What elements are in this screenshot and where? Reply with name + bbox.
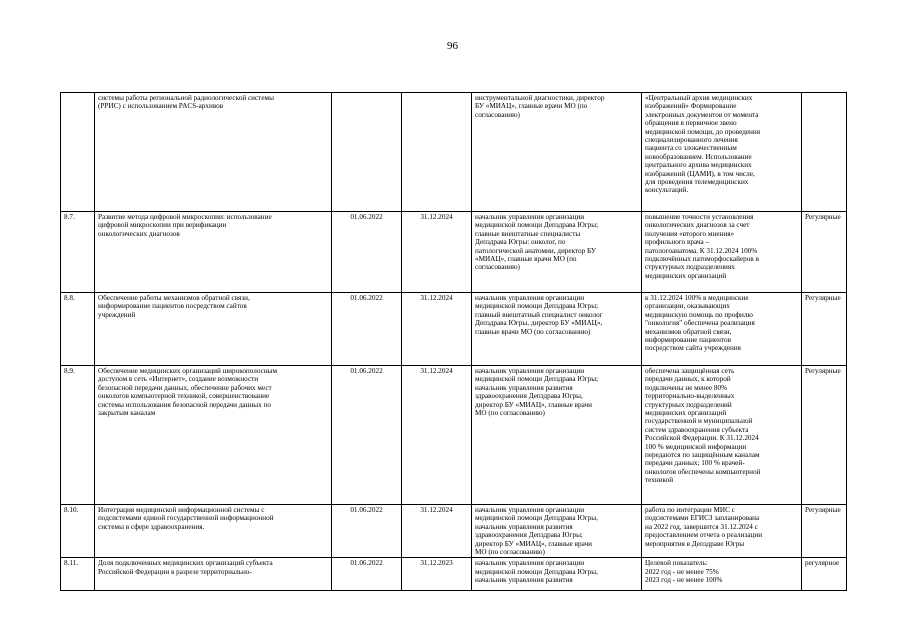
result-cell: повышение точности установления онкологических диагнозов за счет получения «второго мнения» профильного врача – патологоанатома. К 31.12.2024 100% подключённых патоморфоскайеров в структурных подразделениях медицинских организаций — [642, 212, 802, 293]
responsible-cell: начальник управления организации медицинской помощи Депздрава Югры, начальник управления развития — [472, 558, 642, 591]
end-date-cell: 31.12.2024 — [402, 212, 472, 293]
start-date-cell — [332, 93, 402, 212]
end-date-cell: 31.12.2023 — [402, 558, 472, 591]
periodicity-cell: регулярное — [802, 558, 847, 591]
page-number: 96 — [447, 40, 458, 52]
periodicity-cell: Регулярные — [802, 212, 847, 293]
activities-table — [60, 92, 847, 591]
table-row — [61, 93, 847, 212]
end-date-cell: 31.12.2024 — [402, 293, 472, 366]
end-date-cell — [402, 93, 472, 212]
periodicity-cell — [802, 93, 847, 212]
start-date-cell: 01.06.2022 — [332, 366, 402, 505]
activity-name-cell: Обеспечение медицинских организаций широкополосным доступом в сеть «Интернет», создание возможности безопасной передачи данных, обеспечение рабочих мест онкологов компьютерной техникой, совершенствование системы использования безопасной передачи данных по закрытым каналам — [95, 366, 332, 505]
table-row — [61, 212, 847, 293]
start-date-cell: 01.06.2022 — [332, 558, 402, 591]
end-date-cell: 31.12.2024 — [402, 366, 472, 505]
periodicity-cell: Регулярные — [802, 293, 847, 366]
activity-name-cell: Обеспечение работы механизмов обратной связи, информирование пациентов посредством сайтов учреждений — [95, 293, 332, 366]
activity-name-cell: системы работы региональной радиологической системы (РРИС) с использованием PACS-архивов — [95, 93, 332, 212]
result-cell: «Центральный архив медицинских изображений» Формирование электронных документов от момента обращения в первичное звено медицинской помощи, до проведения специализированного лечения пациента со злокачественным новообразованием. Использование центрального архива медицинских изображений (ЦАМИ), в том числе, для проведения телемедицинских консультаций. — [642, 93, 802, 212]
responsible-cell: начальник управления организации медицинской помощи Депздрава Югры; главные внештатные специалисты Депздрава Югры: онколог, по патологической анатомии, директор БУ «МИАЦ», главные врачи МО (по согласованию) — [472, 212, 642, 293]
result-cell: к 31.12.2024 100% в медицинские организации, оказывающих медицинскую помощь по профилю "онкология" обеспечена реализация механизмов обратной связи, информирование пациентов посредством сайта учреждения — [642, 293, 802, 366]
table-row — [61, 558, 847, 591]
start-date-cell: 01.06.2022 — [332, 505, 402, 558]
row-number-cell: 8.8. — [61, 293, 95, 366]
table-row — [61, 293, 847, 366]
row-number-cell: 8.7. — [61, 212, 95, 293]
end-date-cell: 31.12.2024 — [402, 505, 472, 558]
row-number-cell — [61, 93, 95, 212]
result-cell: обеспечена защищённая сеть передачи данных, к которой подключены не менее 80% территориально-выделенных структурных подразделений медицинских организаций государственной и муниципальной систем здравоохранения субъекта Российской Федерации. К 31.12.2024 100 % медицинской информации передаются по защищённым каналам передачи данных; 100 % врачей- онкологов обеспечены компьютерной техникой — [642, 366, 802, 505]
activity-name-cell: Интеграция медицинской информационной системы с подсистемами единой государственной информационной системы в сфере здравоохранения. — [95, 505, 332, 558]
table-row — [61, 505, 847, 558]
start-date-cell: 01.06.2022 — [332, 212, 402, 293]
responsible-cell: начальник управления организации медицинской помощи Депздрава Югры, начальник управления развития здравоохранения Депздрава Югры; директор БУ «МИАЦ», главные врачи МО (по согласованию) — [472, 505, 642, 558]
result-cell: работа по интеграции МИС с подсистемами ЕГИСЗ запланирована на 2022 год, завершится 31.12.2024 с предоставлением отчета о реализации мероприятия в Депздраве Югры — [642, 505, 802, 558]
result-cell: Целевой показатель: 2022 год - не менее 75% 2023 год - не менее 100% — [642, 558, 802, 591]
activity-name-cell: Доля подключенных медицинских организаций субъекта Российской Федерации в разрезе территориально- — [95, 558, 332, 591]
row-number-cell: 8.9. — [61, 366, 95, 505]
row-number-cell: 8.11. — [61, 558, 95, 591]
responsible-cell: начальник управления организации медицинской помощи Депздрава Югры; начальник управления развития здравоохранения Депздрава Югры, директор БУ «МИАЦ», главные врачи МО (по согласованию) — [472, 366, 642, 505]
row-number-cell: 8.10. — [61, 505, 95, 558]
start-date-cell: 01.06.2022 — [332, 293, 402, 366]
responsible-cell: инструментальной диагностики, директор БУ «МИАЦ», главные врачи МО (по согласованию) — [472, 93, 642, 212]
responsible-cell: начальник управления организации медицинской помощи Депздрава Югры; главный внештатный специалист онколог Депздрава Югры, директор БУ «МИАЦ», главные врачи МО (по согласованию) — [472, 293, 642, 366]
periodicity-cell: Регулярные — [802, 366, 847, 505]
periodicity-cell: Регулярные — [802, 505, 847, 558]
activity-name-cell: Развитие метода цифровой микроскопии: использование цифровой микроскопии при верификации онкологических диагнозов — [95, 212, 332, 293]
table-row — [61, 366, 847, 505]
